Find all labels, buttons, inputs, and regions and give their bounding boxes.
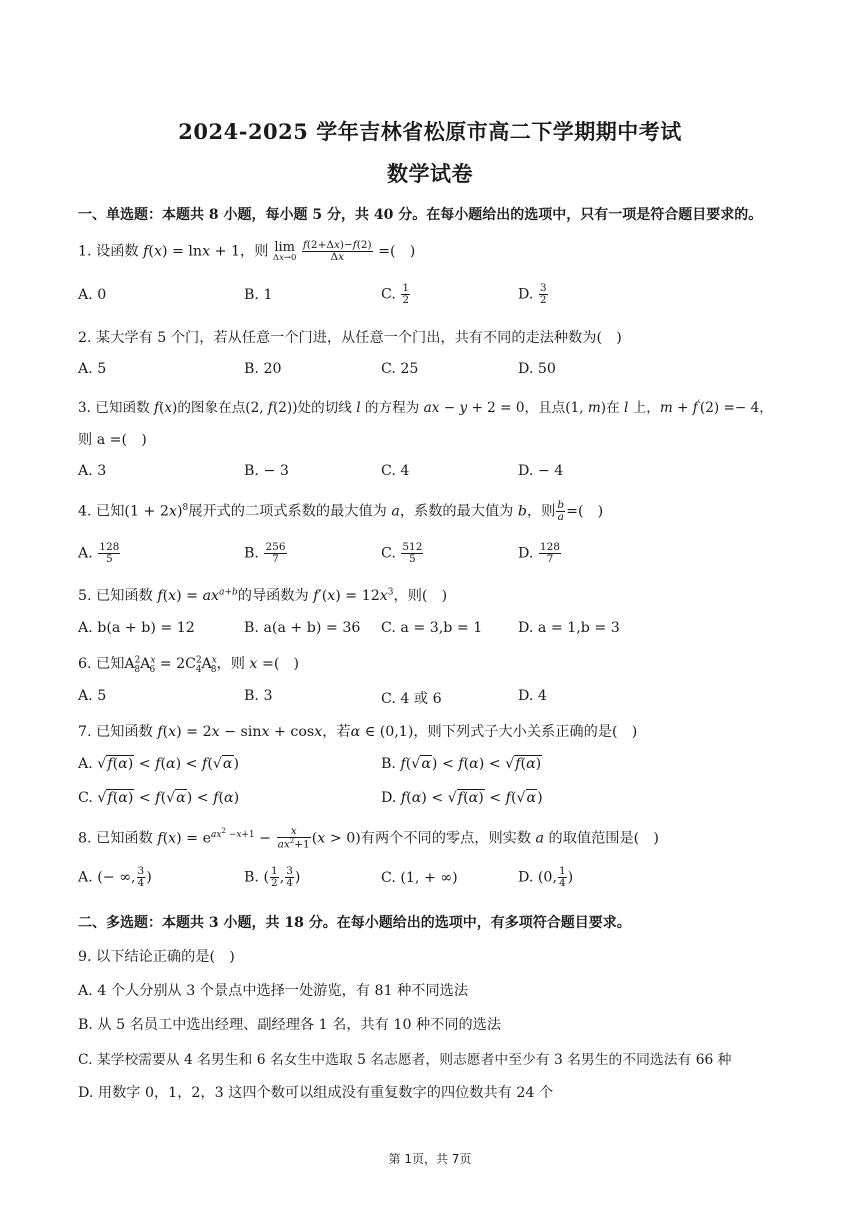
option-c: C. (1, + ∞) (381, 870, 458, 886)
option-d: D. − 4 (518, 463, 564, 479)
option-b: B. − 3 (244, 463, 289, 479)
question-3-line2: 则 a =( ) (78, 432, 147, 448)
option-d: D. 4 (518, 688, 547, 704)
question-9-option-b: B. 从 5 名员工中选出经理、副经理各 1 名，共有 10 种不同的选法 (78, 1017, 502, 1033)
option-a: A. 0 (78, 287, 107, 303)
question-3: 3. 已知函数 f(x)的图象在点(2, f(2))处的切线 l 的方程为 ax − y + 2 = 0，且点(1, m)在 l 上，m + f′(2) =− 4， (78, 399, 773, 416)
option-a: A. $\frac{128}{5}$ (78, 541, 120, 566)
option-b: B. ( $\frac{1}{2}$ , $\frac{3}{4}$ ) (244, 865, 301, 890)
question-2-options (78, 361, 838, 385)
question-9-option-d: D. 用数字 0，1，2，3 这四个数可以组成没有重复数字的四位数共有 24 个 (78, 1085, 554, 1101)
option-a: A. 3 (78, 463, 107, 479)
question-4-options (78, 542, 838, 566)
question-8: 8. 已知函数 $f(x) = e^{ax^2 -x+1}$ − $\frac{x}{ax^2+1}$ (x > 0)有两个不同的零点，则实数 a 的取值范围是( ) (78, 825, 659, 851)
page-footer: 第 1页，共 7页 (388, 1152, 472, 1166)
question-1: 1. 设函数 f(x) = lnx + 1，则 lim Δx→0 $\frac{f(2+\Delta x)-f(2)}{\Delta x}$ =( ) (78, 239, 416, 264)
option-b: B. 20 (244, 361, 282, 377)
question-9-option-c: C. 某学校需要从 4 名男生和 6 名女生中选取 5 名志愿者，则志愿者中至少有 3 名男生的不同选法有 66 种 (78, 1052, 732, 1068)
question-5: 5. 已知函数 $f(x) = ax^{a+b}$的导函数为 $f'(x) = 12x^3$，则( ) (78, 587, 448, 604)
option-c: C. a = 3,b = 1 (381, 620, 483, 636)
option-a: A. (− ∞, $\frac{3}{4}$ ) (78, 865, 152, 890)
option-a: A. 5 (78, 361, 107, 377)
option-d: D. f(α) < √f(α) < f(√α) (381, 790, 543, 806)
option-d: D. $\frac{128}{7}$ (518, 541, 560, 566)
option-d: D. 50 (518, 361, 556, 377)
question-9: 9. 以下结论正确的是( ) (78, 949, 235, 965)
question-1-options (78, 282, 838, 311)
question-7-options-ab (78, 756, 838, 780)
option-c: C. 4 (381, 463, 410, 479)
option-d: D. a = 1,b = 3 (518, 620, 620, 636)
option-c: C. 25 (381, 361, 419, 377)
option-b: B. 1 (244, 287, 273, 303)
question-6-options (78, 688, 838, 712)
option-a: A. √f(α) < f(α) < f(√α) (78, 756, 240, 772)
question-8-options (78, 865, 838, 894)
option-c: C. √f(α) < f(√α) < f(α) (78, 790, 240, 806)
question-7-options-cd (78, 790, 838, 814)
option-b: B. f(√α) < f(α) < √f(α) (381, 756, 542, 772)
question-5-options (78, 620, 838, 644)
option-c: C. 4 或 6 (381, 691, 442, 707)
option-d: D. (0, $\frac{1}{4}$ ) (518, 865, 574, 890)
section-single-choice-heading: 一、单选题：本题共 8 小题，每小题 5 分，共 40 分。在每小题给出的选项中，只有一项是符合题目要求的。 (78, 207, 763, 223)
question-6: 6. 已知$A^2_8A^x_6 = 2C^2_4A^x_8$，则 x =( ) (78, 655, 300, 675)
option-a: A. b(a + b) = 12 (78, 620, 195, 636)
option-b: B. a(a + b) = 36 (244, 620, 361, 636)
option-b: B. $\frac{256}{7}$ (244, 541, 286, 566)
question-4: 4. 已知$(1 + 2x)^8$展开式的二项式系数的最大值为 a，系数的最大值为 b，则 $\frac{b}{a}$ =( ) (78, 499, 604, 524)
question-3-options (78, 463, 838, 487)
option-b: B. 3 (244, 688, 273, 704)
option-c: C. $\frac{1}{2}$ (381, 282, 410, 307)
option-d: D. $\frac{3}{2}$ (518, 282, 547, 307)
section-multiple-choice-heading: 二、多选题：本题共 3 小题，共 18 分。在每小题给出的选项中，有多项符合题目要求。 (78, 915, 631, 931)
question-7: 7. 已知函数 f(x) = 2x − sinx + cosx，若α ∈ (0,1)，则下列式子大小关系正确的是( ) (78, 724, 638, 740)
option-c: C. $\frac{512}{5}$ (381, 541, 423, 566)
exam-subtitle: 数学试卷 (387, 161, 473, 186)
question-2: 2. 某大学有 5 个门，若从任意一个门进，从任意一个门出，共有不同的走法种数为( ) (78, 330, 622, 346)
option-a: A. 5 (78, 688, 107, 704)
exam-title: 2024-2025 学年吉林省松原市高二下学期期中考试 (178, 119, 682, 144)
question-9-option-a: A. 4 个人分别从 3 个景点中选择一处游览，有 81 种不同选法 (78, 983, 469, 999)
